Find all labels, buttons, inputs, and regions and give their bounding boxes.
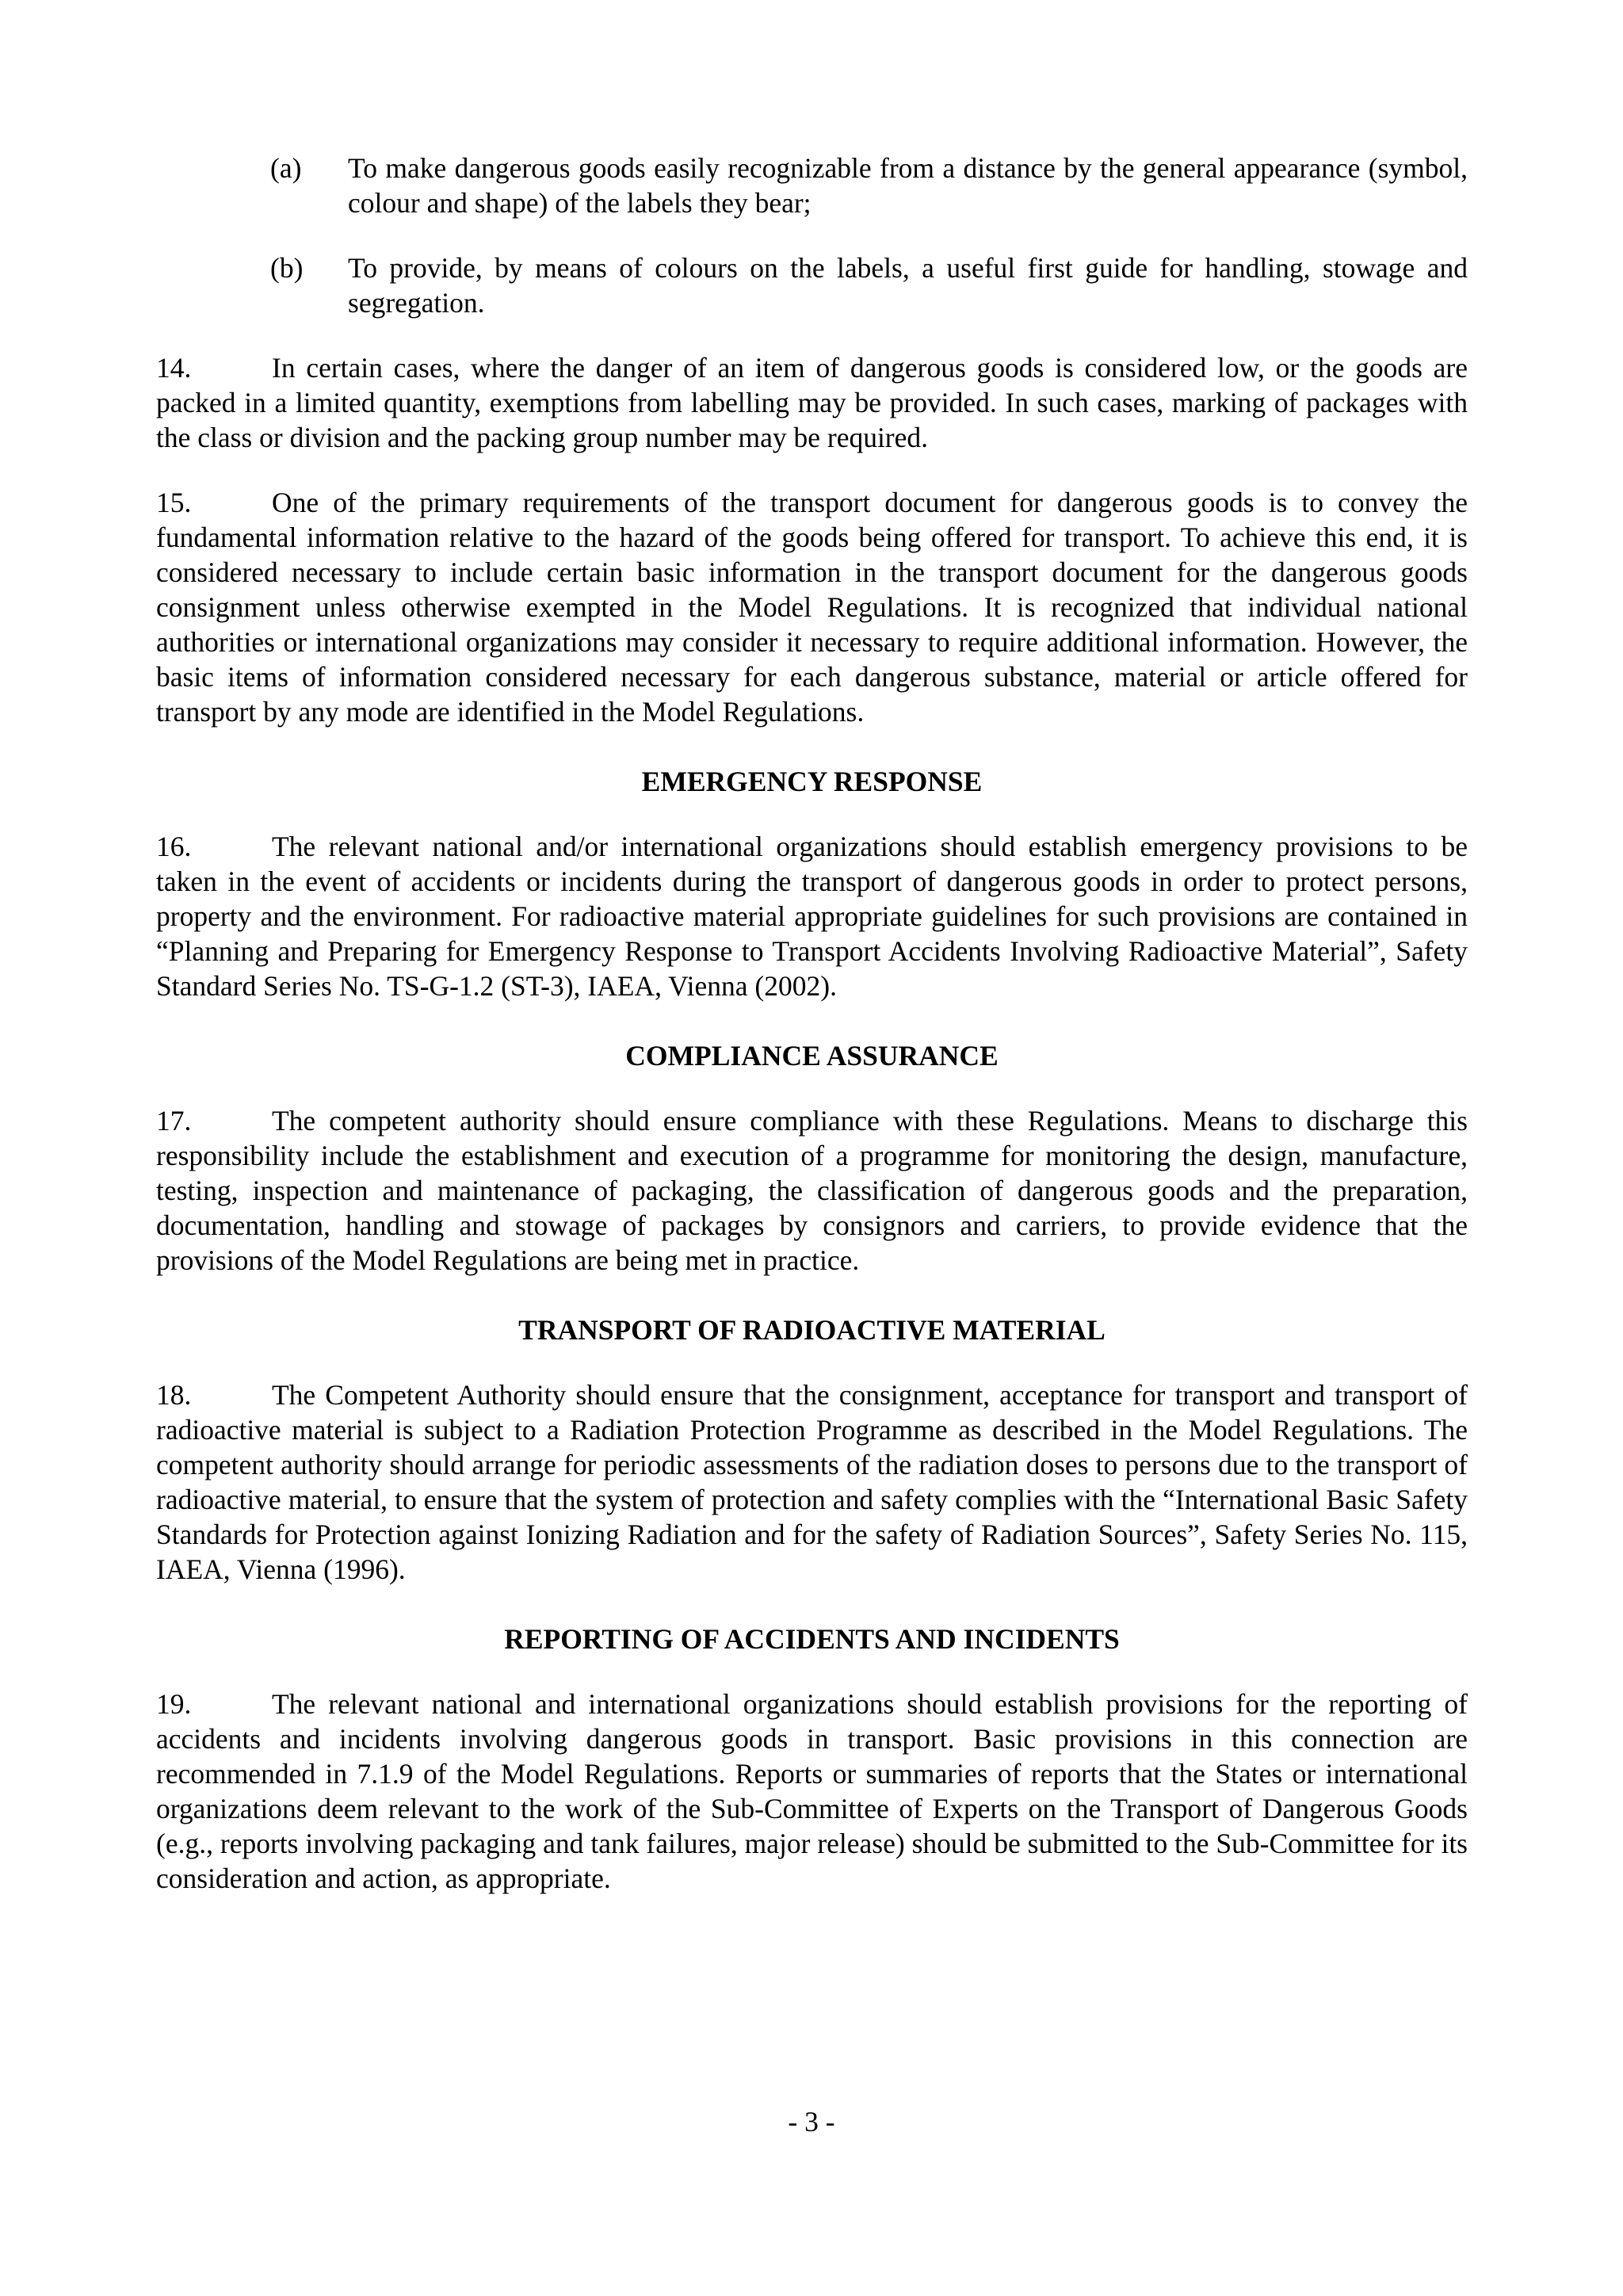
list-label: (a) xyxy=(270,152,302,184)
paragraph-text: The relevant national and/or international organizations should establish emergency provisions to be taken in the event of accidents or incidents during the transport of dangerous goods in order to protect persons, property and the environment. For radioactive material appropriate guidelines for such provisions are contained in “Planning and Preparing for Emergency Response to Transport Accidents Involving Radioactive Material”, Safety Standard Series No. TS-G-1.2 (ST-3), IAEA, Vienna (2002). xyxy=(156,831,1468,1002)
list-text: To make dangerous goods easily recognizable from a distance by the general appearance (symbol, colour and shape) of the labels they bear; xyxy=(348,152,1468,219)
list-item-b xyxy=(156,250,1468,320)
paragraph-number: 16. xyxy=(156,831,192,862)
paragraph-number: 14. xyxy=(156,352,192,384)
paragraph-text: In certain cases, where the danger of an item of dangerous goods is considered low, or the goods are packed in a limited quantity, exemptions from labelling may be provided. In such cases, marking of packages with the class or division and the packing group number may be required. xyxy=(156,352,1468,453)
heading-compliance-assurance: COMPLIANCE ASSURANCE xyxy=(625,1040,999,1072)
paragraph-number: 19. xyxy=(156,1688,192,1720)
paragraph-19 xyxy=(156,1687,1468,1896)
paragraph-text: The relevant national and international organizations should establish provisions for the reporting of accidents and incidents involving dangerous goods in transport. Basic provisions in this connection are recommended in 7.1.9 of the Model Regulations. Reports or summaries of reports that the States or international organizations deem relevant to the work of the Sub-Committee of Experts on the Transport of Dangerous Goods (e.g., reports involving packaging and tank failures, major release) should be submitted to the Sub-Committee for its consideration and action, as appropriate. xyxy=(156,1688,1468,1894)
paragraph-17 xyxy=(156,1103,1468,1278)
paragraph-16 xyxy=(156,829,1468,1003)
paragraph-number: 15. xyxy=(156,487,192,518)
paragraph-18 xyxy=(156,1377,1468,1587)
heading-transport-radioactive: TRANSPORT OF RADIOACTIVE MATERIAL xyxy=(518,1314,1106,1346)
list-label: (b) xyxy=(270,252,304,284)
document-page xyxy=(156,151,1468,1926)
paragraph-text: One of the primary requirements of the transport document for dangerous goods is to convey the fundamental information relative to the hazard of the goods being offered for transport. To achieve this end, it is considered necessary to include certain basic information in the transport document for the dangerous goods consignment unless otherwise exempted in the Model Regulations. It is recognized that individual national authorities or international organizations may consider it necessary to require additional information. However, the basic items of information considered necessary for each dangerous substance, material or article offered for transport by any mode are identified in the Model Regulations. xyxy=(156,487,1468,728)
paragraph-14 xyxy=(156,350,1468,455)
page-number: - 3 - xyxy=(788,2106,835,2137)
list-text: To provide, by means of colours on the labels, a useful first guide for handling, stowage and segregation. xyxy=(348,252,1468,319)
paragraph-text: The Competent Authority should ensure that the consignment, acceptance for transport and transport of radioactive material is subject to a Radiation Protection Programme as described in the Model Regulations. The competent authority should arrange for periodic assessments of the radiation doses to persons due to the transport of radioactive material, to ensure that the system of protection and safety complies with the “International Basic Safety Standards for Protection against Ionizing Radiation and for the safety of Radiation Sources”, Safety Series No. 115, IAEA, Vienna (1996). xyxy=(156,1379,1468,1585)
paragraph-15 xyxy=(156,485,1468,729)
list-item-a xyxy=(156,151,1468,220)
paragraph-text: The competent authority should ensure compliance with these Regulations. Means to discharge this responsibility include the establishment and execution of a programme for monitoring the design, manufacture, testing, inspection and maintenance of packaging, the classification of dangerous goods and the preparation, documentation, handling and stowage of packages by consignors and carriers, to provide evidence that the provisions of the Model Regulations are being met in practice. xyxy=(156,1105,1468,1276)
heading-emergency-response: EMERGENCY RESPONSE xyxy=(641,766,983,797)
paragraph-number: 18. xyxy=(156,1379,192,1411)
paragraph-number: 17. xyxy=(156,1105,192,1137)
heading-reporting-accidents: REPORTING OF ACCIDENTS AND INCIDENTS xyxy=(504,1623,1120,1655)
